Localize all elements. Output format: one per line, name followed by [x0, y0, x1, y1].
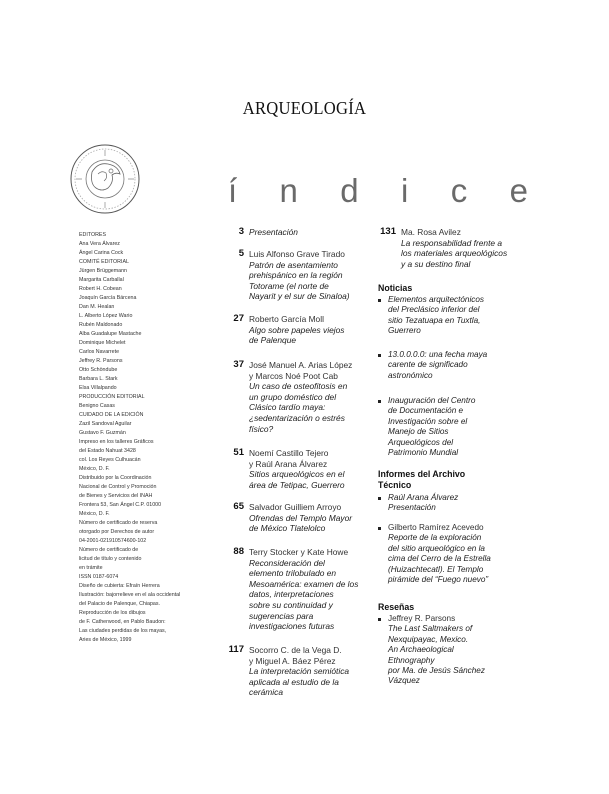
resena-title-line: Nexquipayac, Mexico. — [388, 634, 469, 644]
bullet-icon — [378, 354, 381, 357]
credit-line: col. Los Reyes Culhuacán — [79, 457, 141, 463]
noticia-line: carente de significado — [388, 360, 468, 370]
title-line: Totorame (el norte de — [249, 280, 329, 291]
title-line: un grupo doméstico del — [249, 391, 337, 402]
title-line: La responsabilidad frente a — [401, 237, 503, 248]
credit-line: Reproducción de los dibujos — [79, 610, 146, 616]
toc-entry-body — [401, 227, 507, 269]
credit-line: Joaquín García Bárcena — [79, 295, 137, 301]
credit-line: licitud de título y contenido — [79, 556, 142, 562]
credit-line: Jürgen Brüggemann — [79, 268, 127, 274]
credit-line: Diseño de cubierta: Efraín Herrera — [79, 583, 160, 589]
informe-title-line: del sitio arqueológico en la — [388, 543, 485, 553]
informe-title-line: pirámide del “Fuego nuevo” — [388, 575, 489, 585]
credit-line: EDITORES — [79, 232, 106, 238]
author-line: Salvador Guilliem Arroyo — [249, 502, 342, 512]
noticia-line: de Documentación e — [388, 406, 464, 416]
title-line: aplicada al estudio de la — [249, 676, 339, 687]
credit-line: de Bienes y Servicios del INAH — [79, 493, 153, 499]
credit-line: Zazil Sandoval Aguilar — [79, 421, 132, 427]
informe-author: Gilberto Ramírez Acevedo — [388, 523, 484, 532]
title-line: investigaciones futuras — [249, 621, 335, 632]
title-line: físico? — [249, 423, 274, 434]
indice-letter: n — [279, 172, 298, 209]
credits-column — [79, 231, 219, 645]
credit-line: Distribuido por la Coordinación — [79, 475, 152, 481]
credit-line: Impreso en los talleres Gráficos — [79, 439, 154, 445]
page-number: 37 — [233, 359, 244, 370]
credit-line: ISSN 0187-6074 — [79, 574, 119, 580]
toc-entry-body — [249, 448, 345, 490]
section-heading-line: Técnico — [378, 479, 412, 490]
credit-line: del Estado Nahuat 3428 — [79, 448, 136, 454]
noticia-line: astronómico — [388, 370, 433, 380]
section-heading-informes — [378, 469, 465, 490]
credit-line: 04-2001-021910574600-102 — [79, 538, 147, 544]
toc-entry-body — [249, 314, 344, 346]
credit-line: Nacional de Control y Promoción — [79, 484, 157, 490]
title-line: Clásico tardío maya: — [249, 402, 326, 413]
page-number: 88 — [233, 546, 244, 557]
page-number: 117 — [228, 644, 244, 655]
resena-author: Jeffrey R. Parsons — [388, 614, 456, 623]
credit-line: Otto Schöndube — [79, 367, 118, 373]
credit-line: Frontera 53, San Ángel C.P. 01000 — [79, 502, 162, 508]
author-line: Ma. Rosa Avilez — [401, 227, 461, 237]
bullet-icon — [378, 618, 381, 621]
credit-line: Ilustración: bajorrelieve en el ala occidental — [79, 592, 181, 598]
author-line: Luis Alfonso Grave Tirado — [249, 249, 345, 259]
credit-line: Dan M. Healan — [79, 304, 115, 310]
credit-line: Número de certificado de — [79, 547, 139, 553]
title-line: sobre su continuidad y — [249, 599, 333, 610]
credit-line: Carlos Navarrete — [79, 349, 120, 355]
indice-letter: i — [401, 172, 409, 209]
credit-line: Benigno Casas — [79, 403, 115, 409]
credit-line: Aries de México, 1999 — [79, 637, 132, 643]
credit-line: COMITÉ EDITORIAL — [79, 259, 129, 265]
author-line: Roberto García Moll — [249, 314, 324, 324]
title-line: elemento trilobulado en — [249, 568, 337, 579]
credit-line: L. Alberto López Wario — [79, 313, 133, 319]
informe-body — [388, 523, 491, 585]
credit-line: Las ciudades perdidas de los mayas, — [79, 628, 167, 634]
resena-title-line: Ethnography — [388, 655, 435, 665]
bullet-icon — [378, 527, 381, 530]
resena-title-line: An Archaeological — [388, 645, 454, 655]
author-line: Terry Stocker y Kate Howe — [249, 547, 349, 557]
page-number: 3 — [238, 226, 244, 237]
credit-line: en trámite — [79, 565, 103, 571]
title-line: datos, interpretaciones — [249, 589, 334, 600]
section-heading-line: Informes del Archivo — [378, 469, 466, 479]
credit-line: Elsa Villalpando — [79, 385, 117, 391]
author-line: y Marcos Noé Poot Cab — [249, 370, 338, 381]
credit-line: del Palacio de Palenque, Chiapas. — [79, 601, 160, 607]
section-heading-noticias: Noticias — [378, 283, 413, 293]
informe-title-line: Reporte de la exploración — [388, 533, 482, 543]
credit-line: México, D. F. — [79, 511, 110, 517]
informe-title-line: Presentación — [388, 503, 436, 513]
credit-line: Número de certificado de reserva — [79, 520, 158, 526]
title-line: Mesoamérica: examen de los — [249, 578, 359, 589]
credit-line: de F. Catherwood, en Pablo Baudon: — [79, 619, 166, 625]
credit-line: Gustavo F. Guzmán — [79, 430, 126, 436]
journal-brand: ARQUEOLOGÍA — [242, 98, 367, 118]
resena-reviewer-line: Vázquez — [388, 676, 420, 686]
noticia-line: del Preclásico inferior del — [388, 305, 480, 315]
title-line: ¿sedentarización o estrés — [249, 412, 345, 423]
section-heading-resenas: Reseñas — [378, 602, 415, 612]
credit-line: Dominique Michelet — [79, 340, 126, 346]
toc-entry-body — [249, 360, 352, 434]
title-line: Reconsideración del — [249, 557, 325, 568]
journal-logo — [68, 142, 142, 216]
resena-reviewer-line: por Ma. de Jesús Sánchez — [388, 666, 485, 676]
noticia-line: Investigación sobre el — [388, 416, 468, 426]
author-line: Socorro C. de la Vega D. — [249, 645, 342, 655]
title-line: Presentación — [249, 227, 298, 237]
bullet-icon — [378, 497, 381, 500]
noticia-line: Elementos arquitectónicos — [388, 295, 485, 304]
toc-entry-body — [249, 502, 352, 534]
credit-line: otorgado por Derechos de autor — [79, 529, 155, 535]
page-number: 51 — [233, 447, 244, 458]
credit-line: Jeffrey R. Parsons — [79, 358, 123, 364]
credit-line: Ángel Carina Cock — [79, 250, 124, 256]
author-line: José Manuel A. Arias López — [249, 360, 353, 370]
page-number: 65 — [233, 501, 244, 512]
noticia-line: Arqueológicos del — [388, 437, 454, 447]
credit-line: PRODUCCIÓN EDITORIAL — [79, 394, 145, 400]
page-number: 131 — [380, 226, 396, 237]
noticia-line: 13.0.0.0.0: una fecha maya — [388, 350, 488, 359]
indice-heading — [228, 174, 528, 208]
noticia-line: Inauguración del Centro — [388, 396, 476, 405]
title-line: sugerencias para — [249, 610, 314, 621]
title-line: prehispánico en la región — [249, 270, 343, 281]
indice-letter: c — [450, 172, 468, 209]
title-line: Patrón de asentamiento — [249, 259, 338, 270]
noticia-line: sitio Tezatuapa en Tuxtla, — [388, 315, 481, 325]
title-line: los materiales arqueológicos — [401, 248, 508, 259]
noticia-line: Manejo de Sitios — [388, 427, 449, 437]
noticia-body — [388, 295, 484, 337]
resena-title-line: The Last Saltmakers of — [388, 624, 473, 634]
toc-entry-body — [249, 227, 298, 238]
indice-letter: e — [509, 172, 528, 209]
title-line: Un caso de osteofitosis en — [249, 381, 348, 392]
title-line: área de Tetipac, Guerrero — [249, 479, 345, 490]
informe-title-line: cima del Cerro de la Estrella — [388, 554, 491, 564]
credit-line: Margarita Carballal — [79, 277, 124, 283]
indice-letter: d — [340, 172, 359, 209]
title-line: cerámica — [249, 687, 283, 698]
credit-line: Alba Guadalupe Mastache — [79, 331, 142, 337]
noticia-body — [388, 396, 475, 458]
resena-body — [388, 614, 485, 687]
author-line: y Miguel A. Báez Pérez — [249, 655, 336, 666]
page-number: 27 — [233, 313, 244, 324]
credit-line: Rubén Maldonado — [79, 322, 123, 328]
credit-line: México, D. F. — [79, 466, 110, 472]
toc-entry-body — [249, 645, 349, 698]
page-number: 5 — [238, 248, 244, 259]
noticia-line: Patrimonio Mundial — [388, 448, 459, 458]
toc-entry-body — [249, 249, 350, 302]
credit-line: Barbara L. Stark — [79, 376, 118, 382]
bullet-icon — [378, 299, 381, 302]
title-line: Algo sobre papeles viejos — [249, 324, 345, 335]
credit-line: CUIDADO DE LA EDICIÓN — [79, 412, 144, 418]
title-line: La interpretación semiótica — [249, 666, 350, 677]
title-line: Sitios arqueológicos en el — [249, 469, 345, 480]
credit-line: Ana Vera Álvarez — [79, 241, 120, 247]
title-line: de Palenque — [249, 335, 297, 346]
informe-title-line: (Huizachtecatl). El Templo — [388, 564, 484, 574]
noticia-line: Guerrero — [388, 326, 421, 336]
informe-body — [388, 493, 458, 514]
indice-letter: í — [228, 172, 238, 209]
title-line: y a su destino final — [401, 258, 471, 269]
title-line: Nayarit y el sur de Sinaloa) — [249, 291, 350, 302]
noticia-body — [388, 350, 487, 381]
bullet-icon — [378, 400, 381, 403]
author-line: y Raúl Arana Álvarez — [249, 458, 328, 469]
informe-author: Raúl Arana Álvarez — [388, 493, 459, 502]
title-line: de México Tlatelolco — [249, 523, 326, 534]
toc-entry-body — [249, 547, 358, 632]
author-line: Noemí Castillo Tejero — [249, 448, 329, 458]
credit-line: Robert H. Cobean — [79, 286, 122, 292]
title-line: Ofrendas del Templo Mayor — [249, 512, 353, 523]
